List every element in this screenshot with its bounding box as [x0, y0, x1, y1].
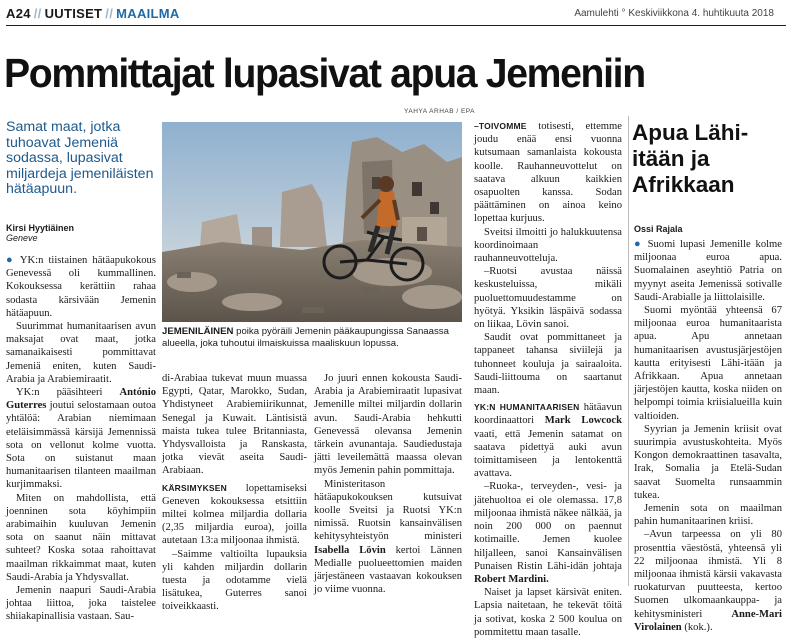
dateline: Geneve	[6, 233, 38, 243]
paragraph: YK:n pääsihteeri António Guterres joutui selostamaan outoa yhtälöä: Arabian niemimaan eteläisimmässä kärsijä Jemennissä sota on vellonut kolme vuotta. Sota on suistanut maan humanitaarisen tilanteen maailman kurjimmaksi.	[6, 387, 156, 491]
kicker: –TOIVOMME	[474, 121, 527, 131]
headline: Pommittajat lupasivat apua Jemeniin	[4, 50, 645, 96]
paragraph: Miten on mahdollista, että joenninen sota köyhimpiin arabimaihin kuuluvan Jemenin sota on saanut näin mittavat suhteet? Koska sotaa rahoittavat maailman rikkaimmat maat, kuten Saudi-Arabia ja Yhdysvallat.	[6, 492, 156, 583]
paragraph: ● Suomi lupasi Jemenille kolme miljoonaa euroa apua. Suomalainen aseyhtiö Patria on myynyt aseita Jemenissä sotivalle Saudi-Arabialle ja liittolaisille.	[634, 238, 783, 303]
sidebar-divider	[628, 116, 629, 586]
header-rule	[6, 25, 786, 26]
kicker: YK:N HUMANITAARISEN	[474, 402, 580, 413]
news-photo	[162, 122, 462, 322]
section-header: A24 // UUTISET // MAAILMA	[6, 6, 180, 21]
bullet-icon: ●	[6, 254, 16, 266]
paragraph: di-Arabiaa tukevat muun muassa Egypti, Qatar, Marokko, Sudan, Yhdistyneet Arabiemiirikunnat, Senegal ja Kuwait. Läntisistä maista tukea tulee Britanniasta, Yhdysvalloista ja Ranskasta, jotka vievät aseita Saudi-Arabiaan.	[162, 373, 307, 477]
paragraph: Syyrian ja Jemenin kriisit ovat suurimpia avustuskohteita. Myös Kongon demokraattinen tasavalta, Irak, Somalia ja Etelä-Sudan saavat Suomelta runsaammin tukea.	[634, 423, 782, 501]
column-4	[474, 120, 622, 639]
paragraph: Suomi myöntää yhteensä 67 miljoonaa euroa humanitaarista apua. Apu annetaan humanitaarisen avustusjärjestöjen kautta erityisesti Lähi-itään ja Afrikkaan. Apua annetaan järjestöjen kautta, koska niiden on helpompi toimia kriisialueilla kuin valtioiden.	[634, 305, 782, 422]
paragraph: Jemenin sota on maailman pahin humanitaarinen kriisi.	[634, 503, 782, 528]
paragraph: Jo juuri ennen kokousta Saudi-Arabia ja Arabiemiraatit lupasivat Jemenille miltei miljardin dollarin avun. Saudi-Arabia hehkutti Genevessä olevansa Jemenin tärkein avunantaja. Saudiedustaja jätti leveilemättä maassa olevan myös Jemenin pahin pommittaja.	[314, 373, 462, 477]
column-2	[162, 372, 307, 614]
lead-text: Samat maat, jotka tuhoavat Jemeniä sodassa, lupasivat miljardeja jemeniläisten hätäapuun.	[6, 119, 154, 197]
person-name: Isabella Lövin	[314, 544, 386, 556]
column-1	[6, 254, 156, 624]
photo-credit: YAHYA ARHAB / EPA	[404, 108, 475, 115]
person-name: António Guterres	[6, 387, 156, 412]
paragraph: –Ruotsi avustaa näissä keskusteluissa, mikäli puoluettomuudestamme on hyötyä. Yksikin läspäivä sodassa on liikaa, Lövin sanoi.	[474, 266, 622, 331]
sidebar-body	[634, 238, 782, 634]
paragraph: Sveitsi ilmoitti jo halukkuutensa koordinoimaan rauhanneuvotteluja.	[474, 226, 622, 265]
paragraph: –TOIVOMME totisesti, ettemme joudu enää ensi vuonna kutsumaan samanlaista kokousta koolle. Rauhanneuvottelut on saatava alkuun kaikkien osapuolten kanssa. Sodan päättäminen on ainoa keino lopettaa kurjuus.	[474, 121, 622, 225]
column-3	[314, 372, 462, 596]
sidebar-title: Apua Lähi-itään ja Afrikkaan	[632, 120, 749, 197]
paragraph: Suurimmat humanitaarisen avun maksajat ovat maat, jotka samanaikaisesti pommittavat Jemeniä eniten, kuten Saudi-Arabia ja Arabiemiraatit.	[6, 321, 156, 385]
kicker: KÄRSIMYKSEN	[162, 482, 228, 493]
photo-illustration	[162, 122, 462, 322]
photo-caption	[162, 326, 462, 350]
person-name: Robert Mardini.	[474, 573, 549, 585]
paragraph: –Avun tarpeessa on yli 80 prosenttia väestöstä, yhteensä yli 22 miljoonaa ihmistä. Yli 8 miljoonaa ihmistä kärsii vakavasta ruokaturvan puutteesta, kertoo Suomen ulkomaankauppa- ja kehitysministeri Anne-Mari Virolainen (kok.).	[634, 529, 782, 633]
paragraph: Jemenin naapuri Saudi-Arabia johtaa liittoa, joka taistelee shiiakapinallisia vastaan. Sau-	[6, 585, 156, 623]
page-number: A24	[6, 6, 31, 21]
paragraph: KÄRSIMYKSEN lopettamiseksi Geneven kokouksessa etsittiin miltei kolmea miljardia dollaria (2,35 miljardia euroa), joilla autetaan 13:a miljoonaa ihmistä.	[162, 482, 307, 547]
caption-text: poika pyöräili Jemenin pääkaupungissa Sanaassa alueella, joka tuhoutui ilmaiskuissa maaliskuun lopussa.	[162, 326, 449, 349]
caption-kicker: JEMENILÄINEN	[162, 326, 234, 337]
section-label: UUTISET	[44, 6, 103, 21]
paragraph: Ministeritason hätäapukokouksen kutsuivat koolle Sveitsi ja Ruotsi YK:n nimissä. Ruotsin kansainvälisen kehitysyhteistyön ministeri Isabella Lövin kertoi Lännen Medialle puolueettomien maiden järjestäneen vastaavan kokouksen jo viime vuonna.	[314, 478, 462, 596]
byline	[6, 223, 156, 243]
paragraph: –Ruoka-, terveyden-, vesi- ja jätehuoltoa ei ole olemassa. 17,8 miljoonaa ihmistä näkee nälkää, ja noin 200 000 on paennut kotimaille. Jemen kuolee hiljalleen, sanoi Kansainvälisen Punaisen Ristin Lähi-idän johtaja Robert Mardini.	[474, 481, 622, 585]
person-name: Mark Lowcock	[544, 415, 622, 427]
bullet-icon: ●	[634, 238, 643, 250]
paragraph: ● YK:n tiistainen hätäapukokous Genevessä oli kummallinen. Kokouksessa kerättiin rahaa sodasta kärsivään Jemenin hätäapuun.	[6, 254, 156, 319]
author-name: Kirsi Hyytiäinen	[6, 223, 75, 233]
person-name: Anne-Mari Virolainen	[634, 608, 782, 633]
paragraph: –Saimme valtioilta lupauksia yli kahden miljardin dollarin tuesta ja odotamme vielä lisätukea, Guterres sanoi toiveikkaasti.	[162, 548, 307, 613]
subsection-label: MAAILMA	[116, 6, 180, 21]
paragraph: YK:N HUMANITAARISEN hätäavun koordinaattori Mark Lowcock vaati, että Jemenin satamat on saatava pidettyä auki avun toimittamiseen ja lentokenttä avattava.	[474, 402, 622, 480]
paragraph: Saudit ovat pommittaneet ja tappaneet tahansa siviilejä ja tuhonneet kouluja ja sairaaloita. Saudi-liittouma on saartanut maan.	[474, 332, 622, 397]
paragraph: Naiset ja lapset kärsivät eniten. Lapsia naitetaan, he tekevät töitä ja sotivat, koska 2 500 koulua on pommitettu maan tasalle.	[474, 587, 622, 638]
sidebar-author: Ossi Rajala	[634, 224, 683, 234]
paper-date: Aamulehti ° Keskiviikkona 4. huhtikuuta 2018	[574, 8, 774, 19]
